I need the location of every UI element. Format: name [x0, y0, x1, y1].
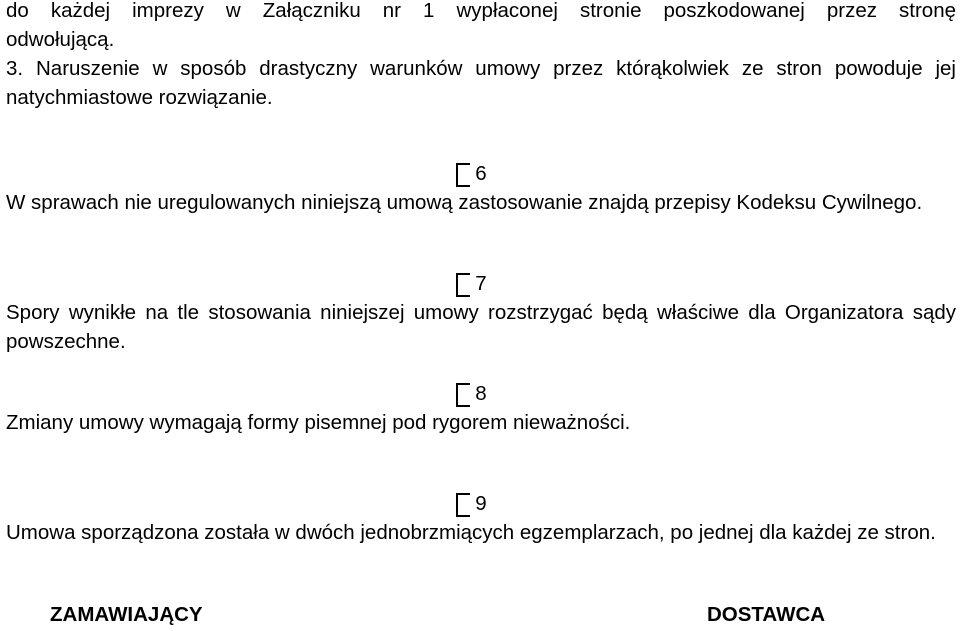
- section-6: [6, 159, 956, 217]
- section-8-text: Zmiany umowy wymagają formy pisemnej pod rygorem nieważności.: [6, 411, 631, 434]
- section-7-number: 7: [475, 269, 486, 298]
- section-6-text: W sprawach nie uregulowanych niniejszą umową zastosowanie znajdą przepisy Kodeksu Cywilnego.: [6, 191, 923, 214]
- section-7: [6, 269, 956, 356]
- section-6-number: 6: [475, 159, 486, 188]
- section-7-heading: [6, 269, 956, 298]
- intro-line-2: odwołującą.: [6, 28, 115, 51]
- section-9: [6, 489, 956, 547]
- intro-block: [6, 0, 956, 112]
- point-3-paragraph: 3. Naruszenie w sposób drastyczny warunków umowy przez którąkolwiek ze stron powoduje jej natychmiastowe rozwiązanie.: [6, 57, 956, 109]
- section-8-heading: [6, 379, 956, 408]
- section-9-heading: [6, 489, 956, 518]
- signature-zamawiajacy: ZAMAWIAJĄCY: [50, 603, 203, 626]
- section-9-number: 9: [475, 489, 486, 518]
- signature-dostawca: DOSTAWCA: [707, 603, 826, 626]
- section-8-number: 8: [475, 379, 486, 408]
- section-7-text: Spory wynikłe na tle stosowania niniejszej umowy rozstrzygać będą właściwe dla Organizatora sądy powszechne.: [6, 301, 956, 353]
- section-9-text: Umowa sporządzona została w dwóch jednobrzmiących egzemplarzach, po jednej dla każdej ze stron.: [6, 521, 936, 544]
- section-6-heading: [6, 159, 956, 188]
- intro-line-1: do każdej imprezy w Załączniku nr 1 wypłaconej stronie poszkodowanej przez stronę: [6, 0, 956, 22]
- section-8: [6, 379, 956, 437]
